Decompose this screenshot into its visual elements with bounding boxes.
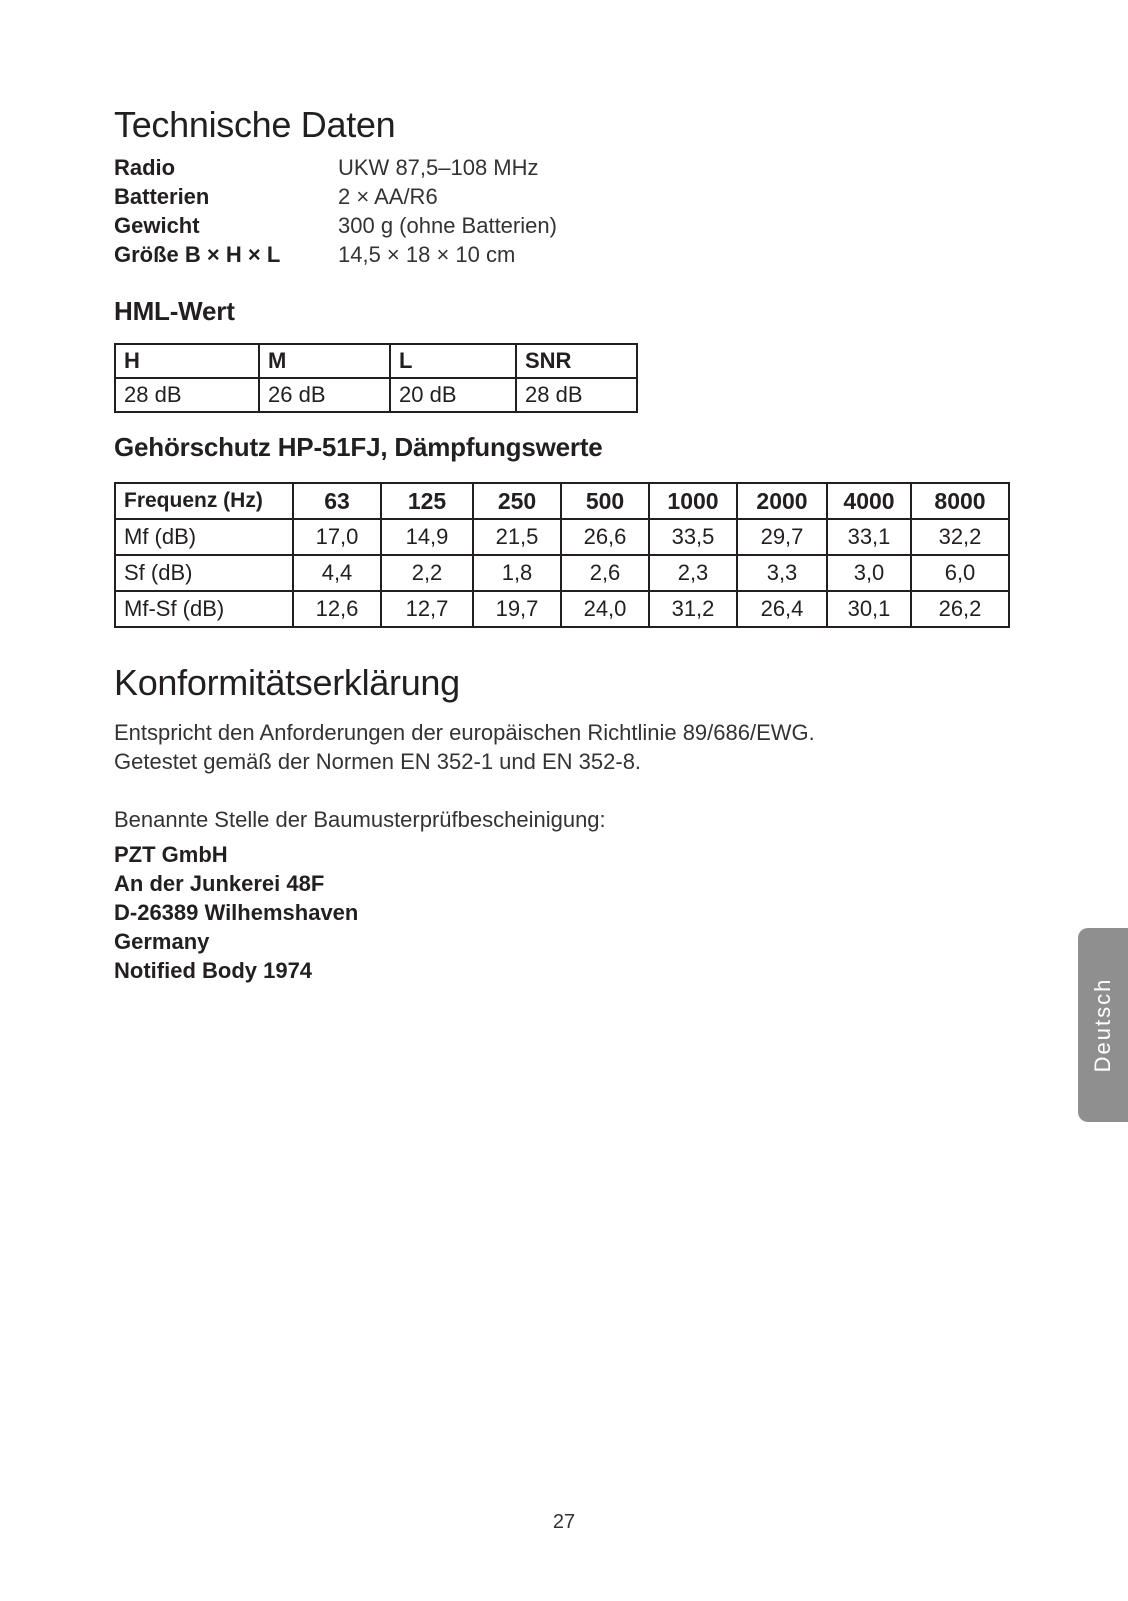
table-row xyxy=(115,591,1009,627)
table-cell: 29,7 xyxy=(737,519,827,555)
table-cell: 26,6 xyxy=(561,519,649,555)
header-cell: H xyxy=(115,344,259,378)
header-cell: 250 xyxy=(473,483,561,519)
spec-value: 2 × AA/R6 xyxy=(338,184,438,209)
spec-row-weight xyxy=(114,211,557,240)
spec-row-size xyxy=(114,240,557,269)
header-cell: Frequenz (Hz) xyxy=(115,483,293,519)
table-row xyxy=(115,378,637,412)
header-cell: 8000 xyxy=(911,483,1009,519)
spec-value: 300 g (ohne Batterien) xyxy=(338,213,557,238)
table-cell: 2,2 xyxy=(381,555,473,591)
table-cell: 24,0 xyxy=(561,591,649,627)
table-cell: 28 dB xyxy=(115,378,259,412)
table-row xyxy=(115,519,1009,555)
notified-body-address xyxy=(114,840,358,985)
spec-label: Radio xyxy=(114,155,176,180)
spec-list xyxy=(114,153,557,269)
attenuation-title: Gehörschutz HP-51FJ, Dämpfungswerte xyxy=(114,432,603,462)
table-header-row xyxy=(115,483,1009,519)
header-cell: 63 xyxy=(293,483,381,519)
table-cell: 2,3 xyxy=(649,555,737,591)
technical-data-title: Technische Daten xyxy=(114,104,396,145)
row-label: Mf (dB) xyxy=(115,519,293,555)
spec-row-batteries xyxy=(114,182,557,211)
table-cell: 6,0 xyxy=(911,555,1009,591)
table-cell: 20 dB xyxy=(390,378,516,412)
table-cell: 14,9 xyxy=(381,519,473,555)
spec-value: UKW 87,5–108 MHz xyxy=(338,155,539,180)
table-cell: 28 dB xyxy=(516,378,637,412)
language-tab-label: Deutsch xyxy=(1090,977,1115,1073)
header-cell: 125 xyxy=(381,483,473,519)
table-cell: 3,0 xyxy=(827,555,911,591)
header-cell: 4000 xyxy=(827,483,911,519)
page-number: 27 xyxy=(552,1511,576,1533)
row-label: Mf-Sf (dB) xyxy=(115,591,293,627)
hml-title: HML-Wert xyxy=(114,296,235,326)
header-cell: SNR xyxy=(516,344,637,378)
header-cell: 500 xyxy=(561,483,649,519)
spec-value: 14,5 × 18 × 10 cm xyxy=(338,242,516,267)
spec-label: Gewicht xyxy=(114,213,200,238)
address-line: PZT GmbH xyxy=(114,842,228,867)
address-line: Germany xyxy=(114,929,210,954)
table-cell: 33,1 xyxy=(827,519,911,555)
header-cell: M xyxy=(259,344,390,378)
row-label: Sf (dB) xyxy=(115,555,293,591)
table-cell: 33,5 xyxy=(649,519,737,555)
notified-body-label: Benannte Stelle der Baumusterprüfbescheinigung: xyxy=(114,807,606,832)
conformity-text xyxy=(114,718,815,776)
header-cell: 1000 xyxy=(649,483,737,519)
table-cell: 2,6 xyxy=(561,555,649,591)
header-cell: 2000 xyxy=(737,483,827,519)
table-cell: 12,6 xyxy=(293,591,381,627)
table-cell: 1,8 xyxy=(473,555,561,591)
header-cell: L xyxy=(390,344,516,378)
conformity-line-directive: Entspricht den Anforderungen der europäischen Richtlinie 89/686/EWG. xyxy=(114,720,815,745)
table-cell: 31,2 xyxy=(649,591,737,627)
address-line: Notified Body 1974 xyxy=(114,958,313,983)
table-cell: 32,2 xyxy=(911,519,1009,555)
spec-row-radio xyxy=(114,153,557,182)
address-line: D-26389 Wilhemshaven xyxy=(114,900,359,925)
table-cell: 26,2 xyxy=(911,591,1009,627)
table-cell: 3,3 xyxy=(737,555,827,591)
table-row xyxy=(115,555,1009,591)
table-cell: 21,5 xyxy=(473,519,561,555)
table-cell: 26,4 xyxy=(737,591,827,627)
hml-table xyxy=(114,343,638,413)
address-line: An der Junkerei 48F xyxy=(114,871,325,896)
conformity-title: Konformitätserklärung xyxy=(114,662,460,703)
table-cell: 26 dB xyxy=(259,378,390,412)
table-cell: 30,1 xyxy=(827,591,911,627)
table-cell: 4,4 xyxy=(293,555,381,591)
table-header-row xyxy=(115,344,637,378)
spec-label: Größe B × H × L xyxy=(114,242,281,267)
attenuation-table xyxy=(114,482,1010,628)
table-cell: 12,7 xyxy=(381,591,473,627)
language-tab xyxy=(1078,928,1128,1122)
table-cell: 17,0 xyxy=(293,519,381,555)
conformity-line-standards: Getestet gemäß der Normen EN 352-1 und EN 352-8. xyxy=(114,749,642,774)
table-cell: 19,7 xyxy=(473,591,561,627)
spec-label: Batterien xyxy=(114,184,210,209)
